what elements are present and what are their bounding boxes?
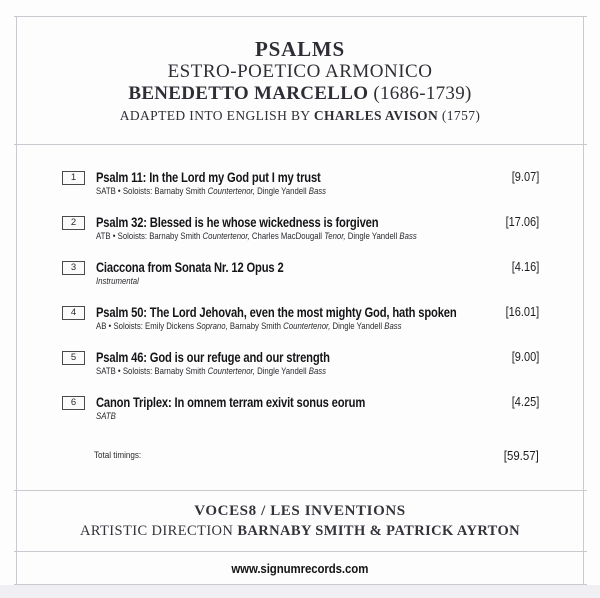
- track-row: [62, 305, 539, 333]
- adaptation-year: (1757): [438, 107, 481, 123]
- album-header: [16, 16, 584, 144]
- artistic-direction-label: ARTISTIC DIRECTION: [79, 523, 238, 539]
- track-text: [85, 305, 501, 333]
- record-label-website: www.signumrecords.com: [231, 560, 369, 576]
- track-performers: SATB: [96, 411, 116, 422]
- track-row: [62, 260, 539, 288]
- track-title: Psalm 46: God is our refuge and our strength: [96, 349, 330, 365]
- adapter-name: CHARLES AVISON: [313, 107, 439, 123]
- track-text: [85, 170, 508, 198]
- track-number-badge: 1: [62, 171, 85, 185]
- track-title: Canon Triplex: In omnem terram exivit sonus eorum: [96, 394, 366, 410]
- track-title: Psalm 50: The Lord Jehovah, even the most mighty God, hath spoken: [96, 304, 457, 320]
- track-performers: SATB • Soloists: Barnaby Smith Countertenor, Dingle Yandell Bass: [96, 366, 327, 377]
- track-performers: ATB • Soloists: Barnaby Smith Countertenor, Charles MacDougall Tenor, Dingle Yandell Bass: [96, 231, 417, 242]
- track-title: Psalm 11: In the Lord my God put I my trust: [96, 169, 321, 185]
- artistic-direction-line: [80, 521, 520, 541]
- track-title: Psalm 32: Blessed is he whose wickedness is forgiven: [96, 214, 379, 230]
- adaptation-line: [120, 105, 481, 126]
- track-number-badge: 6: [62, 396, 85, 410]
- website-bar: [16, 552, 584, 584]
- track-list: [16, 144, 584, 490]
- track-duration: [4.16]: [511, 260, 539, 274]
- album-title: PSALMS: [255, 36, 345, 61]
- total-duration: [59.57]: [504, 448, 539, 463]
- track-row: [62, 170, 539, 198]
- ensemble-names: VOCES8 / LES INVENTIONS: [194, 503, 406, 519]
- credits-section: [16, 491, 584, 551]
- composer-name: BENEDETTO MARCELLO: [128, 82, 369, 104]
- composer-dates: (1686-1739): [368, 82, 472, 104]
- track-performers: Instrumental: [96, 276, 139, 287]
- bottom-margin-strip: [0, 585, 600, 598]
- track-text: [85, 260, 508, 288]
- track-duration: [9.07]: [511, 170, 539, 184]
- track-duration: [4.25]: [511, 395, 539, 409]
- artistic-directors: BARNABY SMITH & PATRICK AYRTON: [237, 523, 521, 539]
- track-row: [62, 395, 539, 423]
- track-duration: [9.00]: [511, 350, 539, 364]
- track-performers: AB • Soloists: Emily Dickens Soprano, Barnaby Smith Countertenor, Dingle Yandell Bass: [96, 321, 402, 332]
- track-performers: SATB • Soloists: Barnaby Smith Countertenor, Dingle Yandell Bass: [96, 186, 327, 197]
- track-duration: [16.01]: [505, 305, 539, 319]
- track-number-badge: 3: [62, 261, 85, 275]
- track-number-badge: 5: [62, 351, 85, 365]
- track-number-badge: 4: [62, 306, 85, 320]
- track-row: [62, 350, 539, 378]
- total-timings-label: Total timings:: [94, 450, 142, 461]
- track-row: [62, 215, 539, 243]
- composer-line: [128, 83, 471, 105]
- adaptation-prefix: ADAPTED INTO ENGLISH BY: [119, 107, 314, 123]
- track-duration: [17.06]: [505, 215, 539, 229]
- track-text: [85, 395, 508, 423]
- total-timings-row: [62, 448, 539, 464]
- track-text: [85, 350, 508, 378]
- track-title: Ciaccona from Sonata Nr. 12 Opus 2: [96, 259, 284, 275]
- album-subtitle: ESTRO-POETICO ARMONICO: [167, 60, 433, 82]
- track-number-badge: 2: [62, 216, 85, 230]
- track-text: [85, 215, 501, 243]
